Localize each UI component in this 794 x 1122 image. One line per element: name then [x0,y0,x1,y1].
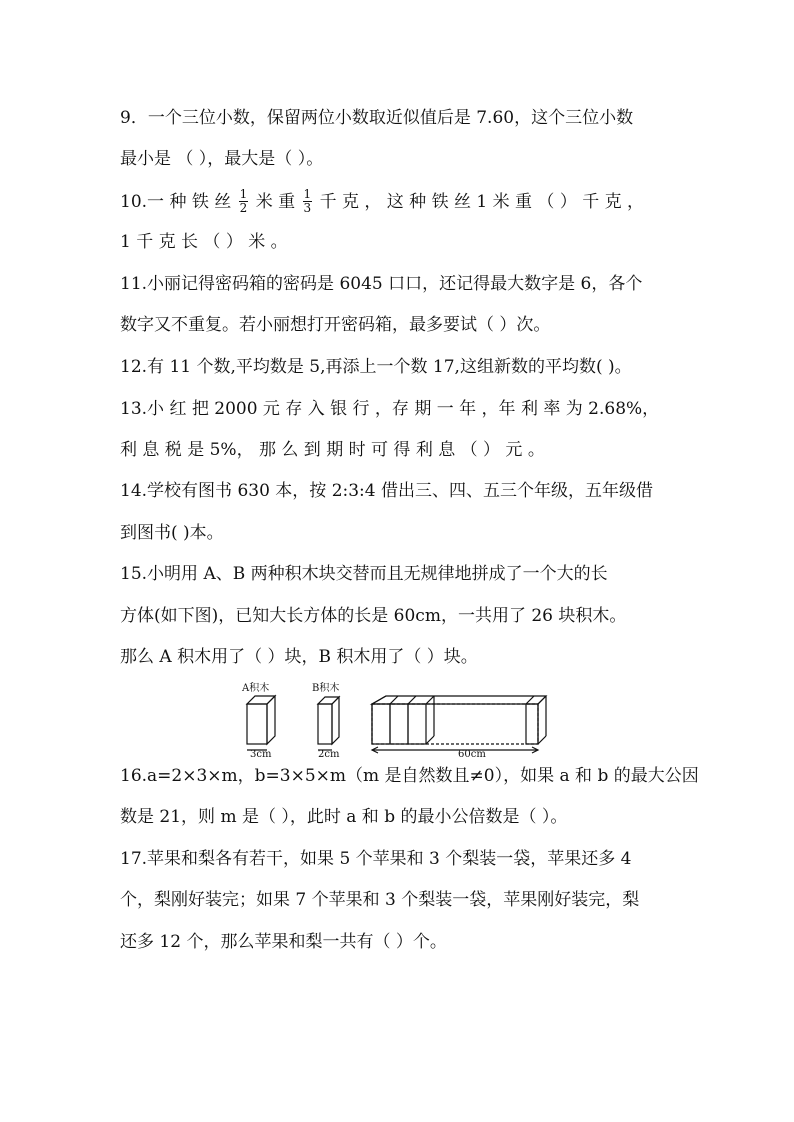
question-10-line-2: 1 千 克 长 （ ） 米 。 [120,232,288,252]
question-10-text-c: 千 克 ， 这 种 铁 丝 1 米 重 （ ） 千 克 ， [319,192,645,212]
fraction-numerator: 1 [303,187,312,201]
question-11-line-1: 11.小丽记得密码箱的密码是 6045 口口，还记得最大数字是 6，各个 [120,274,643,294]
dim-block-a: 3cm [250,749,272,758]
fraction-numerator: 1 [239,187,248,201]
question-14-line-2: 到图书( )本。 [120,523,224,543]
fraction-one-half [239,188,249,215]
large-cuboid-drawing [372,696,546,753]
question-14-line-1: 14.学校有图书 630 本，按 2:3:4 借出三、四、五三个年级，五年级借 [120,481,654,501]
question-10-line-1 [120,189,644,216]
question-15-line-1: 15.小明用 A、B 两种积木块交替而且无规律地拼成了一个大的长 [120,564,608,584]
blocks-figure [238,682,558,758]
question-16-line-1: 16.a=2×3×m，b=3×5×m（m 是自然数且≠0），如果 a 和 b 的最大公因 [120,766,699,786]
fraction-denominator: 3 [303,201,312,215]
label-block-b: B积木 [312,683,340,694]
question-11-line-2: 数字又不重复。若小丽想打开密码箱，最多要试（ ）次。 [120,315,551,335]
question-15-line-3: 那么 A 积木用了（ ）块，B 积木用了（ ）块。 [120,647,478,667]
question-13-line-1: 13.小 红 把 2000 元 存 入 银 行 ，存 期 一 年 ，年 利 率 为 2.68%， [120,399,660,419]
fraction-one-third [303,188,313,215]
question-17-line-1: 17.苹果和梨各有若干，如果 5 个苹果和 3 个梨装一袋，苹果还多 4 [120,849,632,869]
label-block-a: A积木 [242,683,270,694]
question-15-line-2: 方体(如下图)，已知大长方体的长是 60cm，一共用了 26 块积木。 [120,606,627,626]
question-12-line-1: 12.有 11 个数,平均数是 5,再添上一个数 17,这组新数的平均数( )。 [120,357,632,377]
question-9-line-1: 9．一个三位小数，保留两位小数取近似值后是 7.60，这个三位小数 [120,108,634,128]
fraction-denominator: 2 [239,201,248,215]
question-17-line-2: 个，梨刚好装完；如果 7 个苹果和 3 个梨装一袋，苹果刚好装完，梨 [120,890,640,910]
question-16-line-2: 数是 21，则 m 是（ ），此时 a 和 b 的最小公倍数是（ ）。 [120,807,568,827]
question-13-line-2: 利 息 税 是 5%， 那 么 到 期 时 可 得 利 息 （ ） 元 。 [120,440,545,460]
question-17-line-3: 还多 12 个，那么苹果和梨一共有（ ）个。 [120,932,447,952]
block-b-drawing [318,697,339,750]
dim-block-b: 2cm [318,749,340,758]
question-9-line-2: 最小是 （ ），最大是（ ）。 [120,149,324,169]
dim-total-length: 60cm [458,749,486,758]
question-10-text-b: 米 重 [255,192,296,212]
question-10-text-a: 10.一 种 铁 丝 [120,192,232,212]
block-a-drawing [247,696,275,750]
